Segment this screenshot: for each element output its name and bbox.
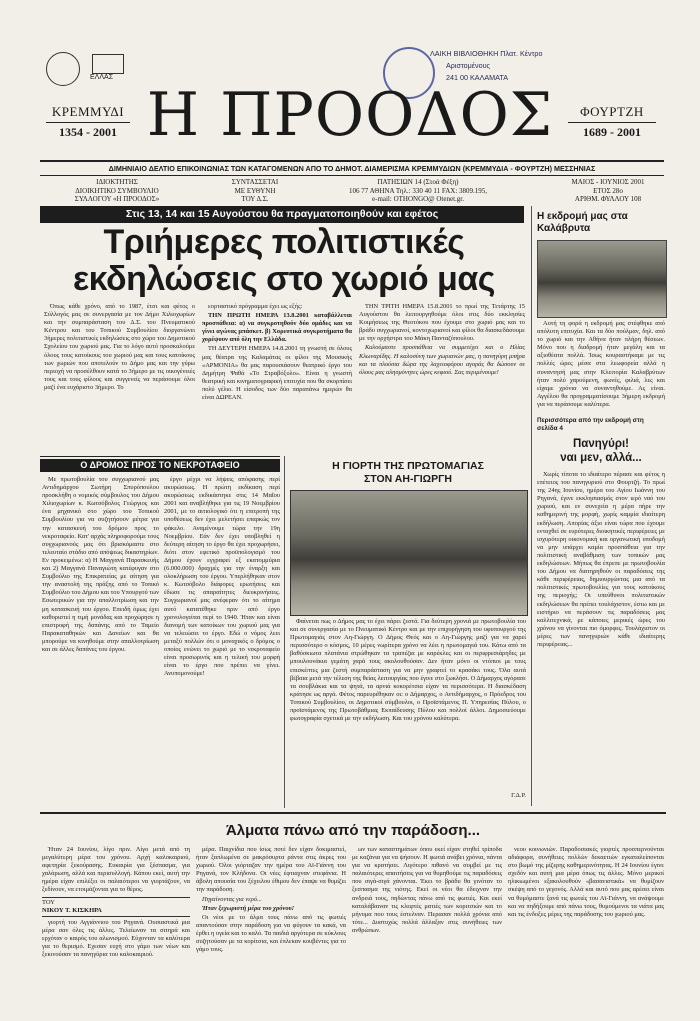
address-line-1: ΛΑΙΚΗ ΒΙΒΛΙΟΘΗΚΗ Πλατ. Κέντρο (430, 49, 543, 58)
left-place: ΚΡΕΜΜΥΔΙ (51, 104, 125, 119)
address-line-3: 241 00 ΚΑΛΑΜΑΤΑ (446, 73, 509, 82)
festival-text: Χωρίς τίποτα το ιδιαίτερο πέρασε και φέτος η επέτειος του πανηγυριού στο Φουρτζή. Το πρωί της 24ης Ιουνίου, ημέρα του Αγίου Ιωάννη του Ρηγανά, έγινε εκκλησιασμός στον ιερό ναό του χωριού, και εν συνεχεία η μέρα πήρε την καθημερινή της μορφή, χωρίς καμμία ιδιαίτερη εκδήλωση. Απορίας άξιο είναι τώρα που έχουμε ενταχθεί σε ευρύτερες διοικητικές περιφέρειες με ισχυρότερη οικονομική και οργανωτική υποδομή να μην υπάρχει καμία προσπάθεια για την πολιτιστική αναβάθμιση των τοπικών μας εκδηλώσεων. Μήπως θα έπρεπε με πρωτοβουλία του Δήμου να διατηρηθούν οι παραδόσεις της κάθε περιφέρειας, δημιουργώντας μια από τα πολιτιστικές πρωτοβουλίες για τους κατοίκους της περιοχής; Οι υπεύθυνοι πολιτιστικών εκδηλώσεων θα πρέπει τουλάχιστον, έστω και με ειστήριο να περάσουν τις παραδόσεις μας καλλιτεχνικά, με κάποιες μερικές ώρες του χρόνου να γίνονται πιο όμορφες. Τουλάχιστον οι μέρες των πανηγυριών κάθε ιδιαίτερης περιφέρειας... (537, 471, 665, 648)
info-issue: ΜΑΙΟΣ - ΙΟΥΝΙΟΣ 2001 ΕΤΟΣ 28ο ΑΡΙΘΜ. ΦΥΛΛΟΥ 108 (571, 178, 645, 203)
info-edited: ΣΥΝΤΑΣΣΕΤΑΙ ΜΕ ΕΥΘΥΝΗ ΤΟΥ Δ.Σ. (231, 178, 279, 203)
sidebar-title: Η εκδρομή μας στα Καλάβρυτα (537, 211, 628, 234)
lead-headline (44, 224, 524, 298)
stamp-post-icon (92, 54, 124, 74)
feast-text: Φαίνεται πως ο Δήμος μας το έχει πάρει ζεστά. Για δεύτερη χρονιά με πρωτοβουλία του και σε συνεργασία με το Πνευματικό Κέντρο και με την επιχορήγηση του υφυπουργού της Πρωτομαγιάς στον Αη-Γιώργη. Ο Δήμος Θεός και ο Αη-Γιώργης μαζί για να χαρεί περισσότερο ο κόσμος, 10 μέρες νωρίτερα χρόνο να λέει η πρωτομαγιά του. Κάτω από τα βαθύσκιωτα πλατάνια στρώθηκαν τα τραπέζια με καρέκλες και οι περιφρεσιάρηδες με μπουλουνάκια γεμάτη χαρά τους ακολουθούσαν. Δεν ήταν μόνο οι ντόπιοι με τους επισκέπτες μια ζεστή συμπαράσταση για να μην γραφτεί το κρασάκι τους. Όλα αυτά βέβαια μετά την τέλεση της θείας λειτουργίας που έγινε στο ξωκλήσι. Ο Δήμαρχος αγόρασε τα σουβλάκια και τα ψητά, τα αρνιά κοκορέτσια είχαν τα περισσότερα. Η διασκέδαση κράτησε ως αργά. Φέτος παρευρέθηκαν οι: ο Δήμαρχος, ο Αντιδήμαρχος, ο Πρόεδρος του Τοπικού Συμβουλίου, οι Δημοτικοί σύμβουλοι, ο Προϊστάμενος Π. Υπηρεσίας Πύλου, ο προϊστάμενος της Πρωτοβάθμιας Εκπαίδευσης Πύλου και πολλοί άλλοι. Δημοσιεύουμε φωτογραφία σχετικά με την εκδήλωση. Και του χρόνου καλύτερα. (290, 618, 526, 723)
stamp-text: ΕΛΛΑΣ (90, 74, 114, 81)
road-col-1: Με πρωτοβουλία του συγχωριανού μας Αντιδημάρχου Σωτήρη Σπυρόπουλου προσκλήθη ο νομικός σύμβουλος του Δήμου Χιλιοχωρίων κ. Κωτσόβολος Γεώργιος και ένα μηχανικό στο χώρο του Τοπικού Συμβουλίου για να συζητήσουν μέτρα για την κατασκευή του δρόμου προς το νεκροταφείο. Κατ' αρχάς πληροφορούμε τους συγχωριανούς μας ότι βρισκόμαστε στο τελευταίο στάδιο από απόψεως δικαστηρίων. Εν προκειμένω: α) Η Μαγγανά Παρασκευής και 2) Μαγγανά Παναγιώτη κατέφυγαν στο Συμβούλιο της Επικρατείας με αίτηση για την αναστολή της πράξης από το Τοπικό Συμβούλιο του Δήμου και του Υπουργού των Εσωτερικών για την απαλλοτρίωση και την μη κατασκευή του έργου. Επειδή όμως έχει καθοριστεί η τιμή μονάδας και προχώρησε η επιστροφή της δαπάνης από το Ταμείο Παρακαταθηκών και Δανείων και θα μπορούμε να κινηθούμε στην απαλλοτρίωση και σε άλλες δαπάνες του έργου. (42, 476, 159, 653)
memories-col-4: νεου κοινωνιών. Παραδοσιακές γιορτές προσπερνούνται αδιάφορα, συνήθειες πολλών δεκαετιών εγκαταλείπονται στο βωμό της μίζερης καθημερινότητας. Η 24 Ιουνίου έγινε σχεδόν και αυτή μια μέρα όπως τις άλλες. Μόνο μερικοί ηλικιωμένοι εξακολουθούν «βασανιστικά» να θυμίζουν σκέψη από το γεγονός. Αλλά και αυτό που μας αρέσει είναι να θυμόμαστε ξανά τις φωτιές του Αϊ-Γιάννη, να ανάψουμε και να πηδήξουμε από πάνω τους, θυμούμενοι τα νιάτα μας και τις ένδοξες μέρες της παράδοσης του χωριού μας. (508, 846, 664, 918)
info-owner: ΙΔΙΟΚΤΗΤΗΣ ΔΙΟΙΚΗΤΙΚΟ ΣΥΜΒΟΥΛΙΟ ΣΥΛΛΟΓΟΥ «Η ΠΡΟΟΔΟΣ» (74, 178, 160, 203)
lead-col-3: ΤΗΝ ΤΡΙΤΗ ΗΜΕΡΑ 15.8.2001 το πρωί της Τετάρτης 15 Αυγούστου θα λειτουργηθούμε όλοι στις δύο εκκλησίες Κοιμήσεως της Θεοτόκου που έχουμε στο χωριό μας και το βράδυ συγχωριανοί, κοντοχωριανοί και φίλοι θα διασκεδάσουμε με την ορχήστρα του Μάκη Πανταζόπουλου. Καλούμαστε προσπάθεια να συμμετέχει και ο Ηλίας Κλωναρίδης. Η καλοσύνη των χωριανών μας, η πανηγύρη μπήρα και τα πλούσια δώρα της λαχειοφόρου αγοράς θα δώσουν σε όλους μας αλησμόνητες ώρες κεφιού. Σας περιμένουμε! (359, 303, 525, 376)
memories-title: Άλματα πάνω από την παράδοση... (225, 822, 481, 839)
lead-headline-line-2: εκδηλώσεις στο χωριό μας (73, 260, 495, 298)
address-label (430, 48, 680, 84)
road-rule (40, 456, 280, 457)
festival-title: Πανηγύρι! ναι μεν, αλλά... (560, 438, 642, 464)
masthead-title: Η ΠΡΟΟΔΟΣ (146, 80, 554, 150)
left-years: 1354 - 2001 (59, 125, 117, 139)
masthead-rule-top (40, 160, 664, 162)
feast-title: Η ΓΙΟΡΤΗ ΤΗΣ ΠΡΩΤΟΜΑΓΙΑΣ ΣΤΟΝ ΑΗ-ΓΙΩΡΓΗ (332, 460, 484, 485)
road-col-2: έργο μέχρι να λήψεις απόφασης περί ακυρώσεως. Η πρώτη εκδίκαση περί ακυρώσεως εκδικάστηκε στις 14 Μαΐου 2001 και αναβλήθηκε για τις 19 Νοεμβρίου 2001, με το αιτιολογικό ότι η επιτροπή της υποθέσεως δεν έχει μελετήσει επαρκώς τον φάκελο. Αναμένουμε τώρα την 19η Νοεμβρίου. Εάν δεν έχει υποβληθεί η δεύτερη αίτηση το έργο θα έχει προχωρήσει, διότι στον εφετικό προϋπολογισμό του Δήμου έχουν εγγραφεί εξ εκατομμύρια (6.000.000) δραχμές για την έναρξη και ολοκλήρωση του έργου. Υπερλήθηκαν στον κ. Κωτσόβολο διάφορες ερωτήσεις και έδωσε τις απαραίτητες διευκρινήσεις. Συγχωριανοί μας ανέφεραν ότι το αίτημα αυτό κατατέθηκε πριν από έργο χρονολογείται περί το 1940. Ήταν και είναι διανομή των κατοίκων του χωριού μας για να τελειώσει το έργο. Εδώ ο νόμος λεει μεταξύ πολλών ότι ο μοναχικός ο δρόμος ο οποίος ενώνει το χωριό με το νεκροταφείο είναι προσωρινός και η τελική του μορφή είναι το έργο που πρέπει να γίνει. Ανυπομονούμε! (164, 476, 280, 678)
lead-col-2: εορταστικό πρόγραμμα έχει ως εξής: ΤΗΝ ΠΡΩΤΗ ΗΜΕΡΑ 13.8.2001 καταβάλλεται προσπάθεια: α) να συγκροτηθούν δύο ομάδες και να γίνει αγώνας μπάσκετ. β) Χορευτικά συγκροτήματα θα χορέψουν από όλη την Ελλάδα. ΤΗ ΔΕΥΤΕΡΗ ΗΜΕΡΑ 14.8.2001 τη γνωστή σε όλους μας θέατρα της Καλαμάτας οι φίλοι της Μουσικής «ΑΡΜΟΝΙΑ» θα μας παρουσιάσουν θεατρικό έργο του Δημήτρη Ψαθά «Το Στραβόξυλο». Είναι η γνωστή θεατρική και κινηματογραφική επιτυχία που θα σκορπίσει πολύ γέλιο. Η είσοδος των δύο παραπάνω ημερών θα είναι ΔΩΡΕΑΝ. (202, 303, 352, 402)
right-place: ΦΟΥΡΤΖΗ (580, 104, 644, 119)
author-name: ΝΙΚΟΥ Τ. ΚΙΣΚΗΡΑ (42, 906, 102, 914)
address-line-2: Αριστομένους (446, 61, 490, 70)
sidebar-more-link[interactable]: Περισσότερα από την εκδρομή στη σελίδα 4 (537, 417, 644, 432)
road-title: Ο ΔΡΟΜΟΣ ΠΡΟΣ ΤΟ ΝΕΚΡΟΤΑΦΕΙΟ (40, 459, 280, 472)
right-ear (562, 104, 662, 140)
road-feast-divider (284, 456, 285, 808)
lead-headline-line-1: Τριήμερες πολιτιστικές (103, 223, 465, 261)
sidebar-divider (531, 206, 532, 806)
lead-col-1: Όπως κάθε χρόνο, από το 1987, έτσι και φέτος ο Σύλλογός μας σε συνεργασία με τον Δήμο Χιλιοχωρίων και την συμπαράσταση του Δ.Σ. του Πνευματικού Κέντρου και του Τοπικού Συμβουλίου διοργανώνει 3ήμερες πολιτιστικές εκδηλώσεις στο χώρο του Δημοτικού Σχολείου του χωριού μας. Για το λόγο αυτό προσκαλούμε όλους τους κατοίκους του χωριού μας και τους κατοίκους των χωριών που αποτελούν το Δήμο μας και την γύρω περιοχή να προσέλθουν κατά το 3ήμερο με τις οικογένειές τους και τους φίλους και συγγενείς να περάσουμε όλοι μαζί ένα ευχάριστο 3ήμερο. Το (44, 303, 195, 391)
stamp-circle-icon (46, 52, 80, 86)
right-years: 1689 - 2001 (583, 125, 641, 139)
info-address: ΠΑΤΗΣΙΩΝ 14 (Στοά Φέξη) 106 77 ΑΘΗΝΑ Τηλ.: 330 40 11 FAX: 3809.195, e-mail: OTHONGO@ Otenet.gr. (348, 178, 488, 203)
masthead-subtitle: ΔΙΜΗΝΙΑΙΟ ΔΕΛΤΙΟ ΕΠΙΚΟΙΝΩΝΙΑΣ ΤΩΝ ΚΑΤΑΓΟΜΕΝΩΝ ΑΠΟ ΤΟ ΔΗΜΟΤ. ΔΙΑΜΕΡΙΣΜΑ ΚΡΕΜΜΥΔΙΩΝ (ΚΡΕΜΜΥΔΙΑ - ΦΟΥΡΤΖΗ) ΜΕΣΣΗΝΙΑΣ (108, 164, 596, 173)
postal-stamp (40, 50, 130, 88)
bottom-rule (40, 812, 666, 814)
excursion-photo (537, 240, 667, 318)
lead-kicker: Στις 13, 14 και 15 Αυγούστου θα πραγματοποιηθούν και εφέτος (40, 206, 524, 223)
feast-signature: Γ.Δ.Ρ. (511, 792, 526, 799)
sidebar-text: Αυτή τη φορά η εκδρομή μας στέφθηκε από απόλυτη επιτυχία. Και τα δύο πούλμαν, δηλ. από το χωριό και την Αθήνα ήταν πλήρη θέσεων. Μόνο που η διαδρομή ήταν μεγάλη και τα αξιοθέατα πολλά. Ίσως κουραστήκαμε με τις πολλές ώρες μέσα στα λεωφορεία αλλά η συναντησή μας στην Κλειτορία Καλαβρύτων ήταν πολύ χαρούμενη, φωνές, φιλιά, λες και είχαμε χρόνια να συναντηθούμε. Ας είναι. Αγγέλου θα προγραμματίσουμε 3ήμερη εκδρομή για να περάσουμε καλύτερα. (537, 320, 665, 408)
memories-col-3: ων των καταστημάτων όπου εκεί είχαν στηθεί τρίποδα με καζάνια για να ψήσουν. Η φωτιά ανάβει χρόνια, πάντα για να κρατήσει. Λιγότερο πιθανό να συμβεί με τις παλαιότερες απαιτήσεις για να θυμηθούμε τις παραδόσεις που σιγά-σιγά χάνονται. Έκει το βράδυ θα γινόταν το ξεσπασμα της νιότης. Εκεί οι νέοι θα έδειχναν την ανδρειά τους, πηδώντας πάνω από τις φωτιές. Και εκεί καταλάβαιναν τις κλεφτές ματιές των κοριτσιών και το μήνυμα που τους έστελναν. Περασαν πολλά χρόνια από τότε... Δυστυχώς πολλά άλλαξαν στις συνήθειες των ανθρώπων. (352, 846, 502, 934)
author-box: ΤΟΥ ΝΙΚΟΥ Τ. ΚΙΣΚΗΡΑ (42, 897, 190, 917)
masthead-rule-bottom (40, 175, 664, 176)
left-ear (40, 104, 136, 140)
memories-col-2: μέρα. Παιχνίδια που ίσως ποτέ δεν είχαν δοκιμαστεί, ήταν ξαπλωμένα σε μακρόσυρτα ράντα στις άκρες του χωριού. Όλοι γιόρταζαν την ημέρα του Αϊ-Γιάννη του Ρηγανά, τον Κλήδονα. Οι νέες έφτιαχναν στεφάνια. Η άβολη απουσία του ξέχειλου έθιμου δεν έπαψε να θυμίζει την παράδοση. Πηγαίνοντας για νερό... Ήταν ξεχωριστή μέρα του χρόνου! Οι νέοι με το άλμα τους πάνω από τις φωτιές απαντούσαν στην παράδοση για να φύγουν τα κακά, να έρθει η υγεία και το καλό. Τα παιδιά αργότερα σε κύκλους συζητούσαν με τα κορίτσια, και έπλεκαν κουβέντες για το γάμο τους. (196, 846, 346, 954)
feast-photo (290, 490, 528, 616)
memories-col-1: Ήταν 24 Ιουνίου, λίγο πριν. Λίγο μετά από τη μεγαλύτερη μέρα του χρόνου. Αρχή καλοκαιριού, αφετηρία ξεκούρασης. Ευκαιρία για ξέσπασμα, για χαλάρωση, αλλά και περισυλλογή. Κάπου εκεί, αυτή την ημέρα είχαν επιλέξει οι παλαιότεροι να γιορτάζουν, να ξεδίνουν, να ετοιμάζονται για το θέρος. ΤΟΥ ΝΙΚΟΥ Τ. ΚΙΣΚΗΡΑ γιορτή του Αγγιάννιου του Ρηγανά. Ουσιαστικά μια μέρα σαν όλες τις άλλες. Τελείωναν τα σιτηρά και ερχόταν ο καιρός του αλωνισμού. Εύχονταν τα καλύτερα για το θερισμό. Εχεσαν ευχή στο γάμο των νέων και ξεκινούσαν τα πανηγύρια του καλοκαιριού. (42, 846, 190, 959)
